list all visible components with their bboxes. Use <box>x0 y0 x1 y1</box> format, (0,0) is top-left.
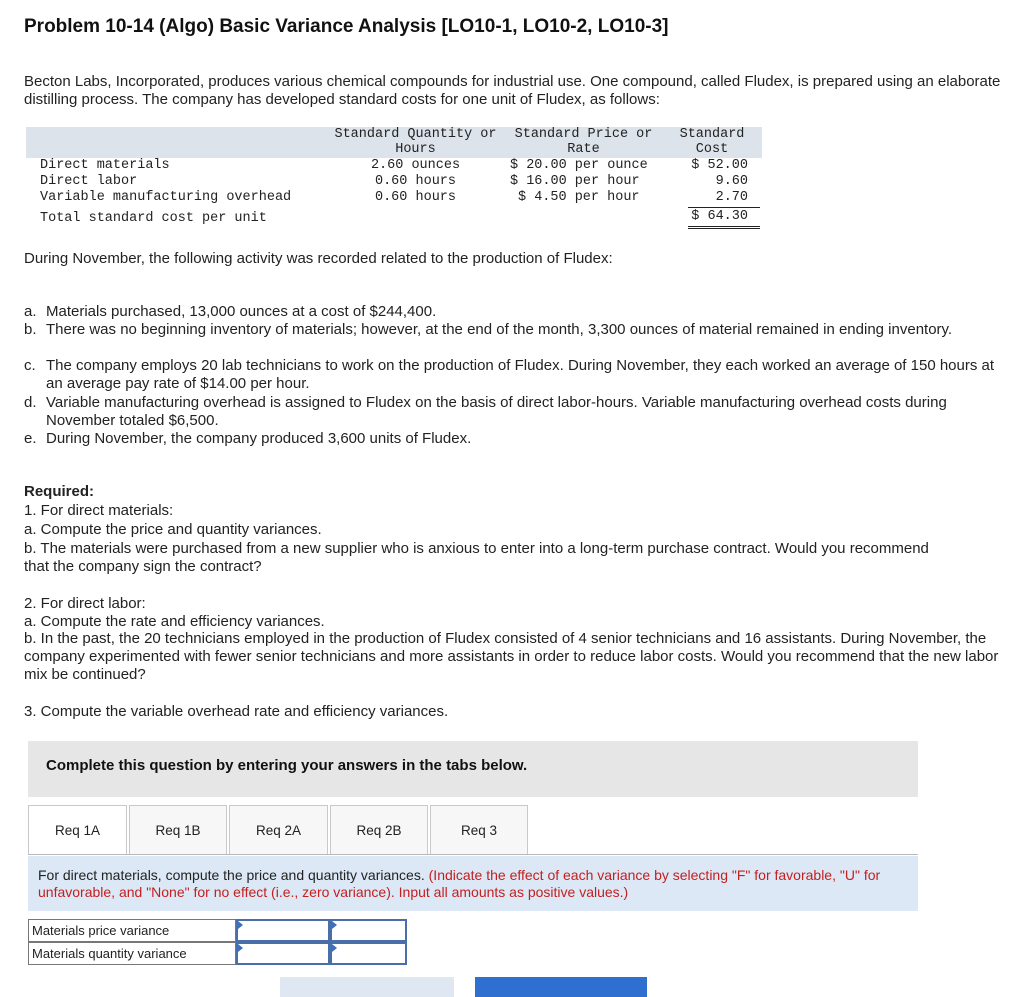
prev-tab-button[interactable] <box>280 977 454 997</box>
materials-price-variance-label: Materials price variance <box>28 919 236 942</box>
tab-req-1a[interactable]: Req 1A <box>28 805 127 854</box>
header-qty-line2: Hours <box>395 142 436 157</box>
required-2a: a. Compute the rate and efficiency variances. <box>24 613 325 630</box>
cost-row-price: $ 4.50 per hour <box>518 190 640 205</box>
cost-row-label: Variable manufacturing overhead <box>40 190 292 205</box>
materials-price-variance-amount-input[interactable] <box>236 919 330 942</box>
intro-paragraph: Becton Labs, Incorporated, produces various chemical compounds for industrial use. One compound, called Fludex, is prepared using an elaborate distilling process. The company has developed standard costs for one unit of Fludex, as follows: <box>24 73 1001 108</box>
required-1b: b. The materials were purchased from a new supplier who is anxious to enter into a long-term purchase contract. Would you recommend that the company sign the contract? <box>24 540 929 575</box>
total-value: $ 64.30 <box>691 209 748 224</box>
tab-req-3[interactable]: Req 3 <box>430 805 528 854</box>
required-2b: b. In the past, the 20 technicians employed in the production of Fludex consisted of 4 senior technicians and 16 assistants. During November, the company experimented with fewer senior technicians and more assistants in order to reduce labor costs. Would you recommend that the new labor mix be continued? <box>24 630 999 683</box>
materials-price-variance-effect-select[interactable] <box>330 919 407 942</box>
materials-quantity-variance-label: Materials quantity variance <box>28 942 236 965</box>
activity-letter: c. <box>24 357 36 374</box>
materials-quantity-variance-effect-select[interactable] <box>330 942 407 965</box>
activity-text: The company employs 20 lab technicians to work on the production of Fludex. During November, they each worked an average of 150 hours at an average pay rate of $14.00 per hour. <box>46 357 995 392</box>
activity-text: During November, the company produced 3,600 units of Fludex. <box>46 430 472 447</box>
cost-row-label: Direct labor <box>40 174 138 189</box>
tab-instruction <box>28 856 918 911</box>
total-rule <box>688 207 760 208</box>
activity-letter: b. <box>24 321 37 338</box>
banner-text: Complete this question by entering your answers in the tabs below. <box>46 757 528 774</box>
header-price-line1: Standard Price or <box>514 127 653 142</box>
cost-row-price: $ 16.00 per hour <box>510 174 640 189</box>
header-cost-line1: Standard <box>679 127 745 142</box>
cost-row-cost: $ 52.00 <box>691 158 748 173</box>
header-cost-line2: Cost <box>695 142 729 157</box>
instructions-banner <box>28 741 918 797</box>
input-marker-icon <box>332 944 337 952</box>
activity-letter: d. <box>24 394 37 411</box>
cost-row-label: Direct materials <box>40 158 170 173</box>
activity-text: There was no beginning inventory of materials; however, at the end of the month, 3,300 ounces of material remained in ending inventory. <box>46 321 953 338</box>
header-qty-line1: Standard Quantity or <box>334 127 497 142</box>
cost-row-cost: 2.70 <box>715 190 748 205</box>
materials-quantity-variance-amount-input[interactable] <box>236 942 330 965</box>
tab-req-2a[interactable]: Req 2A <box>229 805 328 854</box>
instruction-note: (Indicate the effect of each variance by selecting "F" for favorable, "U" for unfavorable, and "None" for no effect (i.e., zero variance). Input all amounts as positive values.) <box>38 867 881 900</box>
required-1: 1. For direct materials: <box>24 502 174 519</box>
cost-row-price: $ 20.00 per ounce <box>510 158 648 173</box>
input-marker-icon <box>238 944 243 952</box>
required-heading: Required: <box>24 483 95 500</box>
total-double-rule <box>688 226 760 229</box>
header-price-line2: Rate <box>567 142 600 157</box>
cost-row-qty: 0.60 hours <box>374 174 456 189</box>
activity-text: Variable manufacturing overhead is assigned to Fludex on the basis of direct labor-hours. Variable manufacturing overhead costs during November totaled $6,500. <box>46 394 947 429</box>
activity-letter: a. <box>24 303 37 320</box>
activity-intro: During November, the following activity was recorded related to the production of Fludex: <box>24 250 613 267</box>
cost-row-qty: 2.60 ounces <box>370 158 461 173</box>
activity-letter: e. <box>24 430 37 447</box>
cost-row-qty: 0.60 hours <box>374 190 456 205</box>
required-1a: a. Compute the price and quantity variances. <box>24 521 322 538</box>
cost-row-cost: 9.60 <box>715 174 748 189</box>
required-3: 3. Compute the variable overhead rate and efficiency variances. <box>24 703 449 720</box>
instruction-main: For direct materials, compute the price and quantity variances. <box>38 867 425 883</box>
input-marker-icon <box>332 921 337 929</box>
tab-req-1b[interactable]: Req 1B <box>129 805 227 854</box>
next-tab-button[interactable] <box>475 977 647 997</box>
tab-divider <box>28 854 918 855</box>
input-marker-icon <box>238 921 243 929</box>
tab-req-2b[interactable]: Req 2B <box>330 805 428 854</box>
total-label: Total standard cost per unit <box>40 211 267 226</box>
required-2: 2. For direct labor: <box>24 595 146 612</box>
page-title: Problem 10-14 (Algo) Basic Variance Analysis [LO10-1, LO10-2, LO10-3] <box>24 16 669 37</box>
activity-text: Materials purchased, 13,000 ounces at a cost of $244,400. <box>46 303 437 320</box>
